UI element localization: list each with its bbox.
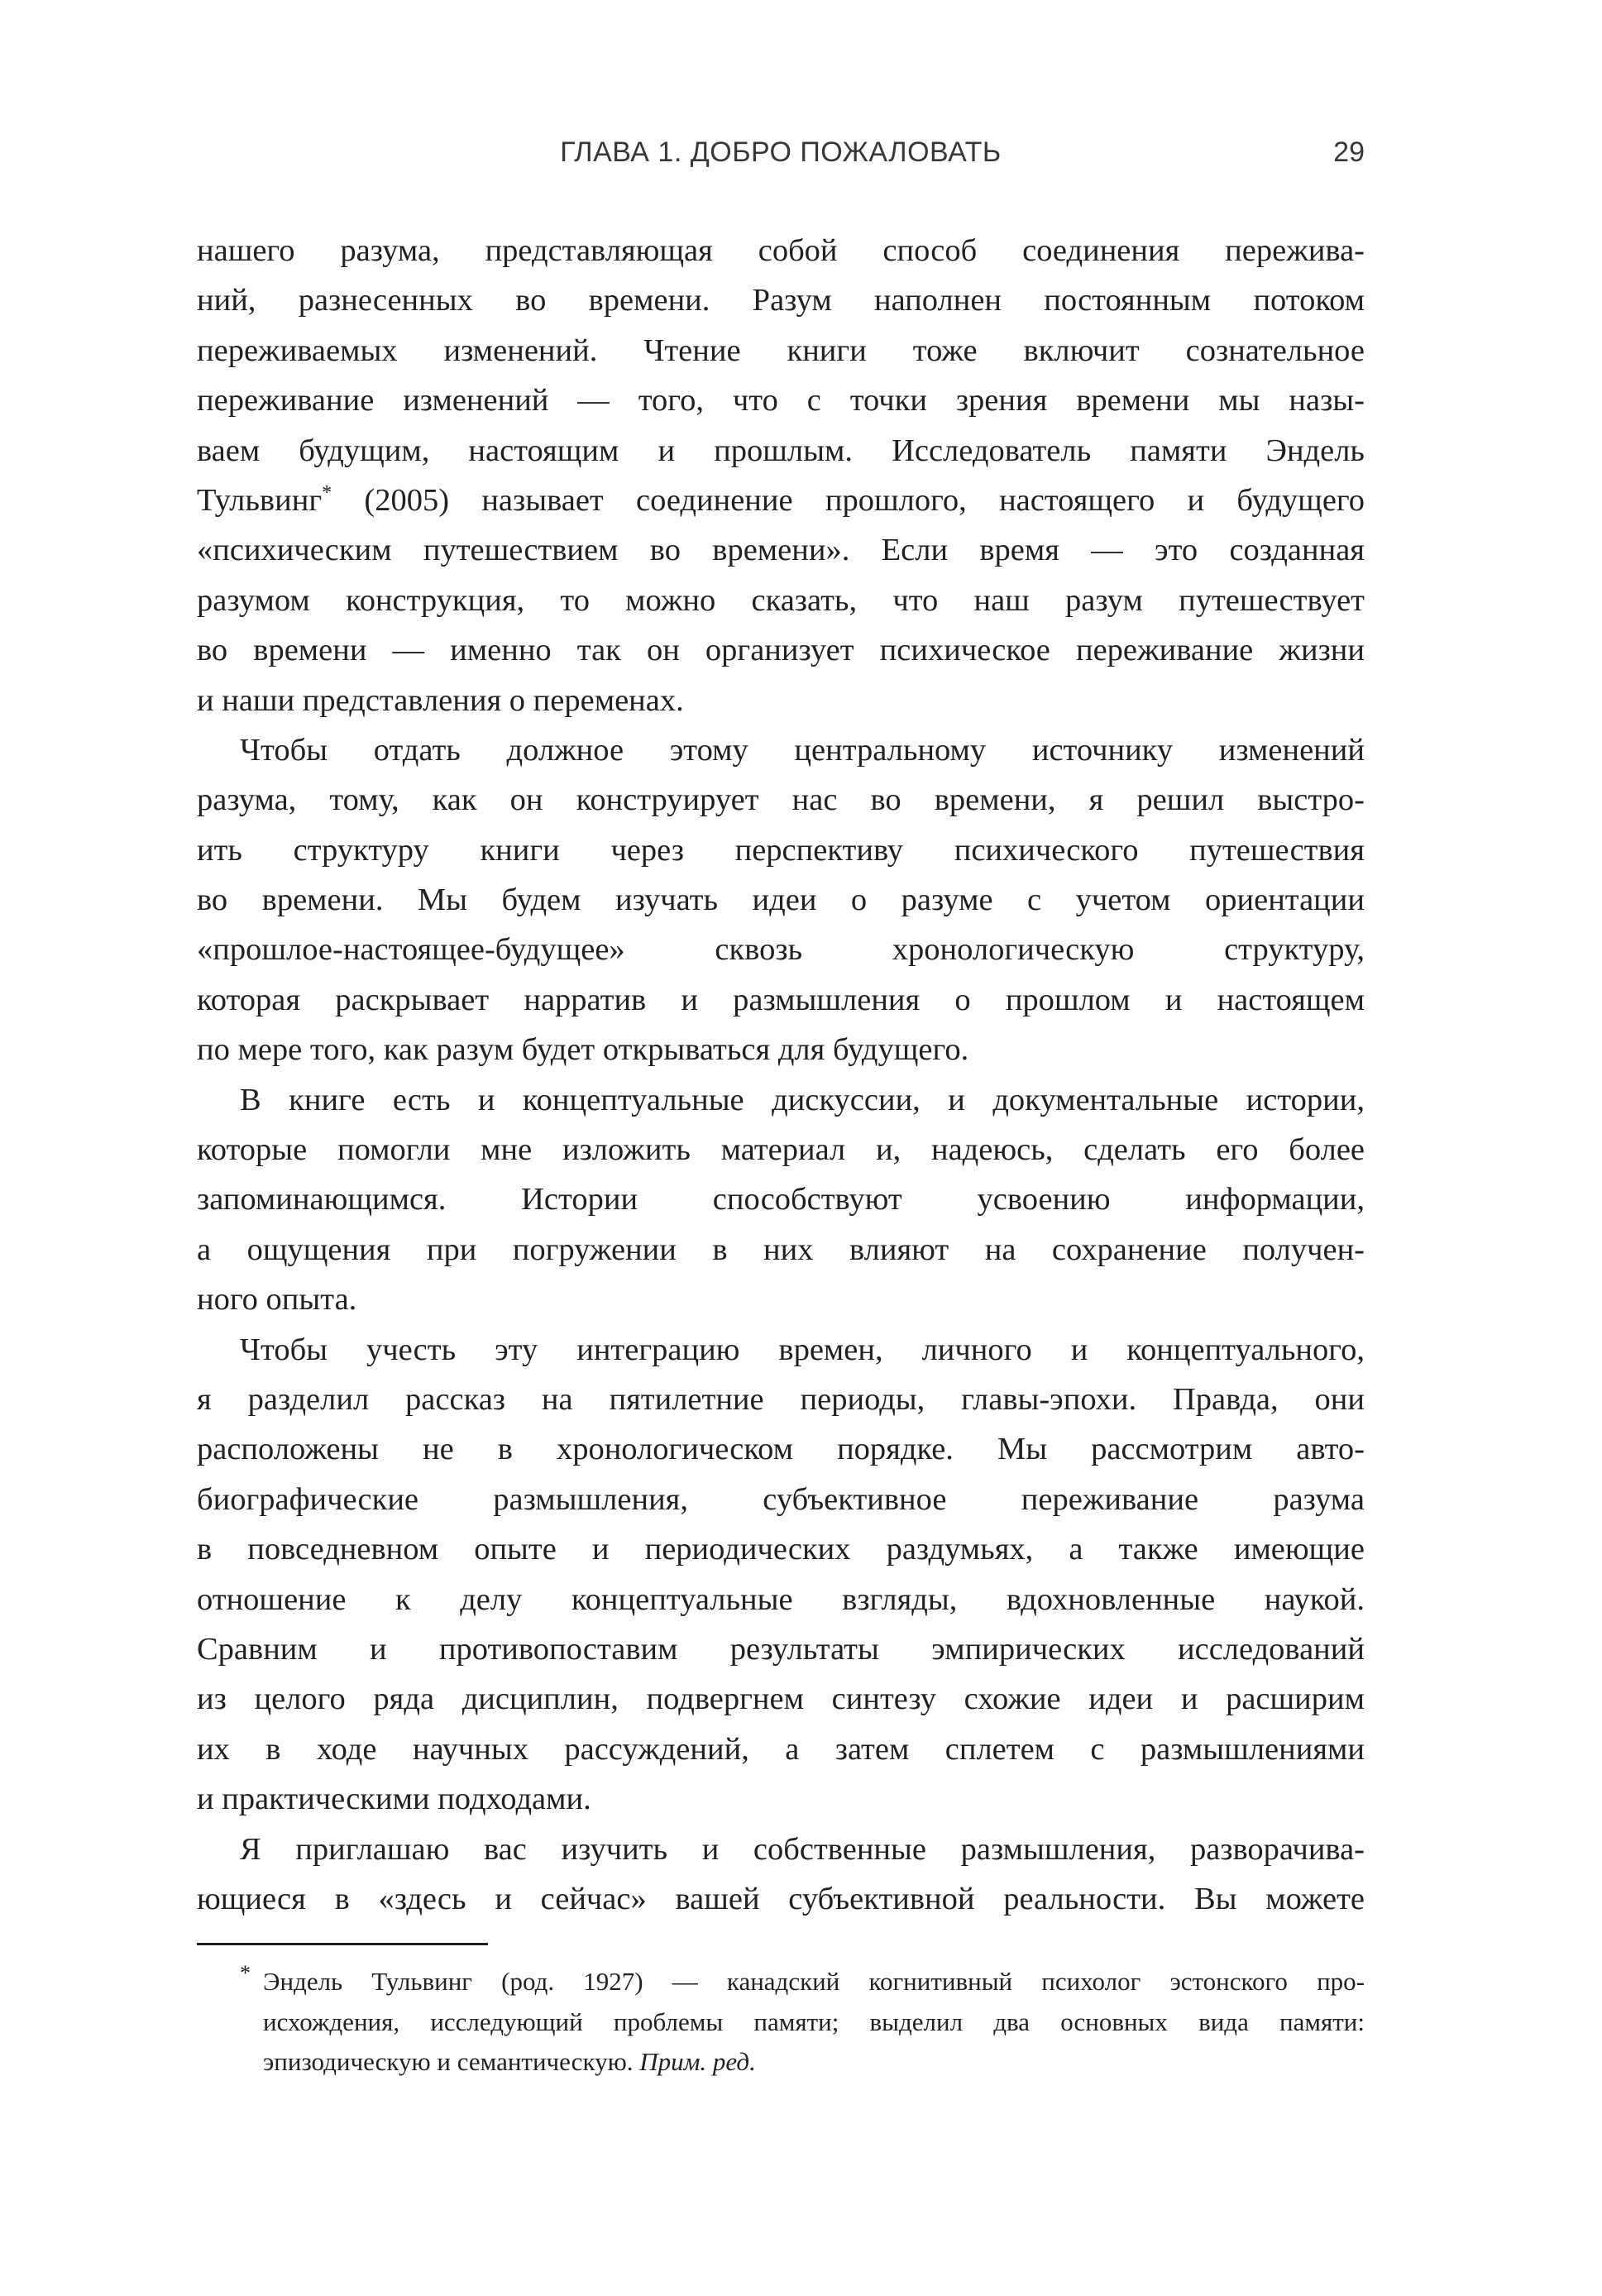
paragraph [197, 1075, 1365, 1325]
text-line: переживание изменений — того, что с точки зрения времени мы назы- [197, 383, 1365, 419]
text-line: разумом конструкция, то можно сказать, что наш разум путешествует [197, 582, 1365, 618]
body-text [197, 226, 1365, 1924]
text-line: во времени — именно так он организует психическое переживание жизни [197, 633, 1365, 668]
editor-note: Прим. ред. [639, 2047, 756, 2076]
text-line: которые помогли мне изложить материал и, надеюсь, сделать его более [197, 1132, 1365, 1168]
text-line: «прошлое-настоящее-будущее» сквозь хронологическую структуру, [197, 932, 1365, 968]
text-line: ющиеся в «здесь и сейчас» вашей субъективной реальности. Вы можете [197, 1881, 1365, 1916]
paragraph [197, 725, 1365, 1075]
footnote-reference: * [322, 482, 332, 505]
text-line: Я приглашаю вас изучить и собственные размышления, разворачива- [240, 1831, 1365, 1867]
footnote [197, 1962, 1365, 2083]
text-line: нашего разума, представляющая собой способ соединения пережива- [197, 233, 1365, 268]
text-line: по мере того, как разум будет открываться для будущего. [197, 1032, 969, 1068]
page-number: 29 [1333, 136, 1365, 168]
text-line: Чтобы отдать должное этому центральному источнику изменений [240, 732, 1365, 768]
text-line: биографические размышления, субъективное переживание разума [197, 1481, 1365, 1517]
text-line: ного опыта. [197, 1282, 357, 1318]
text-line: в повседневном опыте и периодических раздумьях, а также имеющие [197, 1532, 1365, 1567]
text-line: Тульвинг* (2005) называет соединение прошлого, настоящего и будущего [197, 482, 1365, 518]
text-line: которая раскрывает нарратив и размышления о прошлом и настоящем [197, 982, 1365, 1017]
footnote-divider [197, 1943, 488, 1945]
text-line: ний, разнесенных во времени. Разум наполнен постоянным потоком [197, 283, 1365, 318]
text-line: во времени. Мы будем изучать идеи о разуме с учетом ориентации [197, 883, 1365, 918]
text-line: запоминающимся. Истории способствуют усвоению информации, [197, 1182, 1365, 1217]
text-line: В книге есть и концептуальные дискуссии, и документальные истории, [240, 1082, 1365, 1117]
text-line: Сравним и противопоставим результаты эмпирических исследований [197, 1631, 1365, 1667]
text-line: отношение к делу концептуальные взгляды, вдохновленные наукой. [197, 1581, 1365, 1617]
paragraph [197, 226, 1365, 725]
text-line: «психическим путешествием во времени». Если время — это созданная [197, 533, 1365, 568]
text-line: а ощущения при погружении в них влияют на сохранение получен- [197, 1232, 1365, 1267]
running-header [197, 136, 1365, 178]
text-line: ить структуру книги через перспективу психического путешествия [197, 832, 1365, 868]
footnote-line: исхождения, исследующий проблемы памяти; выделил два основных вида памяти: [263, 2007, 1365, 2036]
paragraph [197, 1325, 1365, 1825]
text-line: Чтобы учесть эту интеграцию времен, личного и концептуального, [240, 1332, 1365, 1367]
footnote-line: * Эндель Тульвинг (род. 1927) — канадский когнитивный психолог эстонского про- [197, 1962, 1365, 2002]
text-line: расположены не в хронологическом порядке. Мы рассмотрим авто- [197, 1432, 1365, 1467]
chapter-title: ГЛАВА 1. ДОБРО ПОЖАЛОВАТЬ [560, 136, 1002, 168]
paragraph [197, 1825, 1365, 1925]
text-line: из целого ряда дисциплин, подвергнем синтезу схожие идеи и расширим [197, 1681, 1365, 1717]
text-line: и наши представления о переменах. [197, 682, 684, 718]
text-line: ваем будущим, настоящим и прошлым. Исследователь памяти Эндель [197, 433, 1365, 468]
text-line: их в ходе научных рассуждений, а затем сплетем с размышлениями [197, 1731, 1365, 1767]
footnote-line: эпизодическую и семантическую. Прим. ред. [263, 2047, 756, 2076]
text-line: переживаемых изменений. Чтение книги тоже включит сознательное [197, 332, 1365, 368]
text-line: я разделил рассказ на пятилетние периоды, главы-эпохи. Правда, они [197, 1381, 1365, 1417]
footnote-marker: * [240, 1961, 251, 1985]
text-line: разума, тому, как он конструирует нас во времени, я решил выстро- [197, 782, 1365, 818]
text-line: и практическими подходами. [197, 1782, 591, 1817]
